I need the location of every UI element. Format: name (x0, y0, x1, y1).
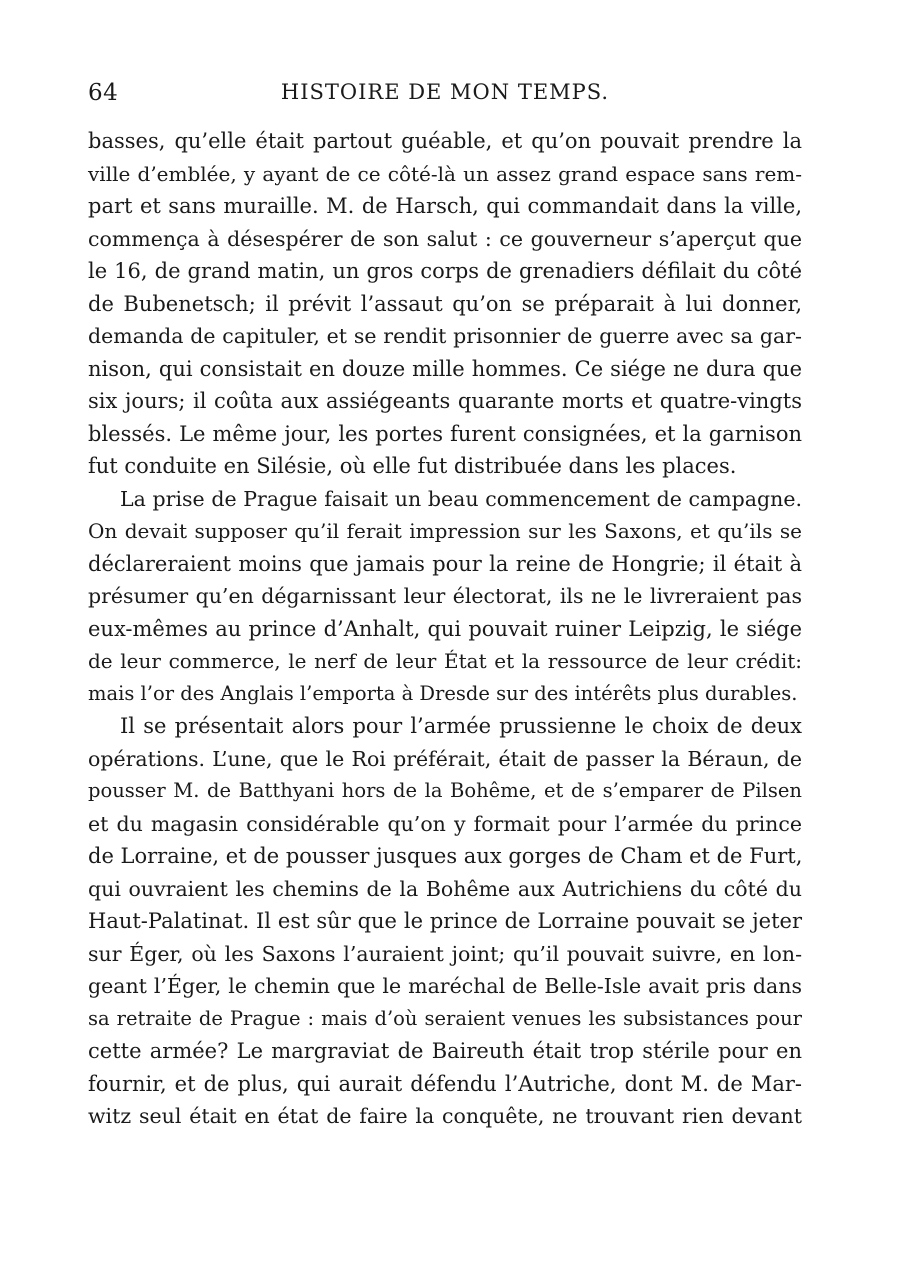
text-line: witz seul était en état de faire la conquête, ne trouvant rien devant (88, 1104, 802, 1128)
text-line: basses, qu’elle était partout guéable, et qu’on pouvait prendre la (88, 129, 802, 153)
running-head (88, 80, 802, 112)
paragraph (88, 710, 802, 1133)
text-line: six jours; il coûta aux assiégeants quarante morts et quatre-vingts (88, 389, 802, 413)
text-line: de leur commerce, le nerf de leur État et la ressource de leur crédit: (88, 649, 802, 673)
text-line: présumer qu’en dégarnissant leur électorat, ils ne le livreraient pas (88, 584, 802, 608)
text-line: mais l’or des Anglais l’emporta à Dresde sur des intérêts plus durables. (88, 681, 798, 705)
text-line: demanda de capituler, et se rendit prisonnier de guerre avec sa gar- (88, 324, 802, 348)
text-line: de Bubenetsch; il prévit l’assaut qu’on se préparait à lui donner, (88, 291, 802, 316)
text-line: sa retraite de Prague : mais d’où seraient venues les subsistances pour (88, 1006, 802, 1030)
text-line: La prise de Prague faisait un beau commencement de campagne. (120, 486, 802, 511)
text-line: le 16, de grand matin, un gros corps de grenadiers défilait du côté (88, 259, 802, 283)
text-line: eux-mêmes au prince d’Anhalt, qui pouvait ruiner Leipzig, le siége (88, 616, 802, 641)
text-line: ville d’emblée, y ayant de ce côté-là un assez grand espace sans rem- (88, 161, 802, 186)
text-line: commença à désespérer de son salut : ce gouverneur s’aperçut que (88, 226, 802, 251)
paragraph (88, 483, 802, 711)
text-line: sur Éger, où les Saxons l’auraient joint; qu’il pouvait suivre, en lon- (88, 941, 802, 966)
running-title: HISTOIRE DE MON TEMPS. (280, 80, 610, 104)
text-line: geant l’Éger, le chemin que le maréchal de Belle-Isle avait pris dans (88, 974, 802, 998)
text-line: qui ouvraient les chemins de la Bohême aux Autrichiens du côté du (88, 876, 802, 901)
text-line: fut conduite en Silésie, où elle fut distribuée dans les places. (88, 454, 737, 478)
text-line: nison, qui consistait en douze mille hommes. Ce siége ne dura que (88, 356, 802, 381)
text-line: blessés. Le même jour, les portes furent consignées, et la garnison (88, 421, 802, 446)
body-text (88, 125, 802, 1133)
text-line: Il se présentait alors pour l’armée prussienne le choix de deux (120, 714, 802, 738)
text-line: Haut-Palatinat. Il est sûr que le prince de Lorraine pouvait se jeter (88, 909, 802, 933)
text-line: fournir, et de plus, qui aurait défendu l’Autriche, dont M. de Mar- (88, 1071, 802, 1096)
text-line: On devait supposer qu’il ferait impression sur les Saxons, et qu’ils se (88, 519, 802, 543)
text-line: et du magasin considérable qu’on y formait pour l’armée du prince (88, 811, 802, 836)
text-line: pousser M. de Batthyani hors de la Bohême, et de s’emparer de Pilsen (88, 779, 802, 802)
text-line: opérations. L’une, que le Roi préférait, était de passer la Béraun, de (88, 746, 802, 771)
text-line: de Lorraine, et de pousser jusques aux gorges de Cham et de Furt, (88, 844, 803, 868)
text-line: cette armée? Le margraviat de Baireuth était trop stérile pour en (88, 1039, 802, 1063)
text-line: part et sans muraille. M. de Harsch, qui commandait dans la ville, (88, 194, 802, 218)
text-line: déclareraient moins que jamais pour la reine de Hongrie; il était à (88, 551, 802, 576)
page-number: 64 (88, 80, 119, 106)
paragraph (88, 125, 802, 483)
